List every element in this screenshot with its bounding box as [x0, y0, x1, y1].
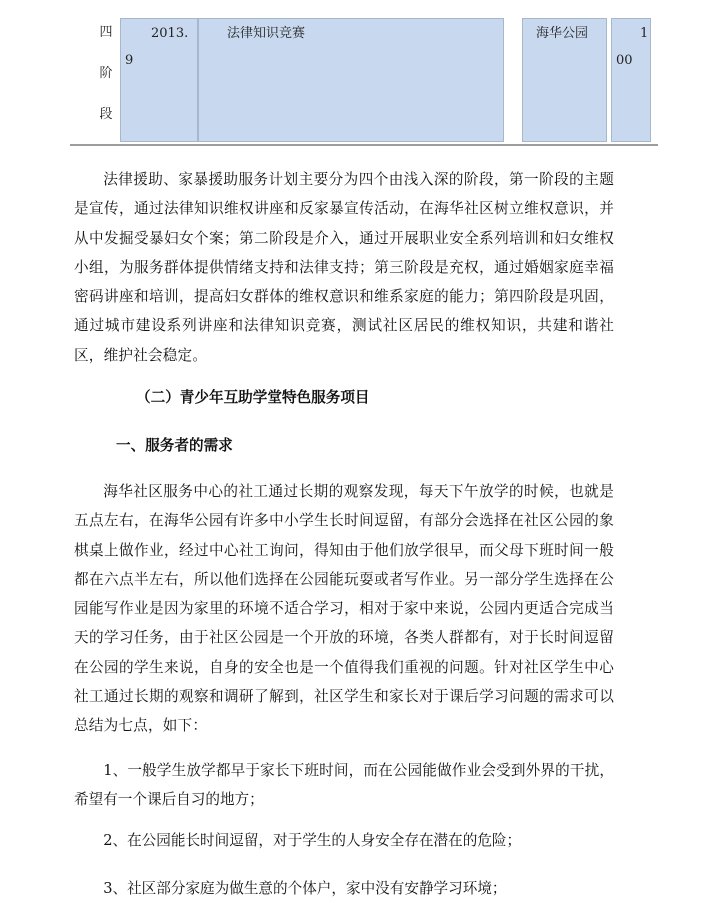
list-item: 1、一般学生放学都早于家长下班时间，而在公园能做作业会受到外界的干扰，希望有一个课后自习的地方；: [74, 762, 614, 809]
activity-text: 法律知识竞赛: [227, 26, 306, 41]
date-line2: 9: [125, 53, 134, 68]
count-cell: [611, 18, 651, 142]
stage-char: 段: [99, 107, 113, 122]
spacer-cell: [504, 18, 522, 142]
stage-cell: [94, 18, 118, 142]
schedule-table: [70, 14, 658, 146]
sub-heading: 一、服务者的需求: [116, 437, 233, 454]
stage-char: 四: [99, 25, 113, 40]
count-line1: 1: [640, 26, 649, 41]
list-item: 3、社区部分家庭为做生意的个体户，家中没有安静学习环境；: [103, 880, 507, 897]
place-cell: [522, 18, 607, 142]
place-text: 海华公园: [536, 26, 589, 41]
count-line2: 00: [616, 53, 633, 68]
paragraph-needs: 海华社区服务中心的社工通过长期的观察发现，每天下午放学的时候，也就是五点左右，在海华公园有许多中小学生长时间逗留，有部分会选择在社区公园的象棋桌上做作业，经过中心社工询问，得知由于他们放学很早，而父母下班时间一般都在六点半左右，所以他们选择在公园能玩耍或者写作业。另一部分学生选择在公园能写作业是因为家里的环境不适合学习，相对于家中来说，公园内更适合完成当天的学习任务，由于社区公园是一个开放的环境，各类人群都有，对于长时间逗留在公园的学生来说，自身的安全也是一个值得我们重视的问题。针对社区学生中心社工通过长期的观察和调研了解到，社区学生和家长对于课后学习问题的需求可以总结为七点，如下：: [74, 483, 614, 735]
paragraph-legal-aid: 法律援助、家暴援助服务计划主要分为四个由浅入深的阶段，第一阶段的主题是宣传，通过法律知识维权讲座和反家暴宣传活动，在海华社区树立维权意识，并从中发掘受暴妇女个案；第二阶段是介入，通过开展职业安全系列培训和妇女维权小组，为服务群体提供情绪支持和法律支持；第三阶段是充权，通过婚姻家庭幸福密码讲座和培训，提高妇女群体的维权意识和维系家庭的能力；第四阶段是巩固，通过城市建设系列讲座和法律知识竞赛，测试社区居民的维权知识，共建和谐社区，维护社会稳定。: [74, 171, 614, 364]
date-cell: [120, 18, 198, 142]
stage-char: 阶: [99, 66, 113, 81]
activity-cell: [198, 18, 504, 142]
date-line1: 2013.: [151, 26, 189, 41]
section-heading: （二）青少年互助学堂特色服务项目: [136, 389, 370, 406]
list-item: 2、在公园能长时间逗留，对于学生的人身安全存在潜在的危险；: [103, 832, 522, 849]
